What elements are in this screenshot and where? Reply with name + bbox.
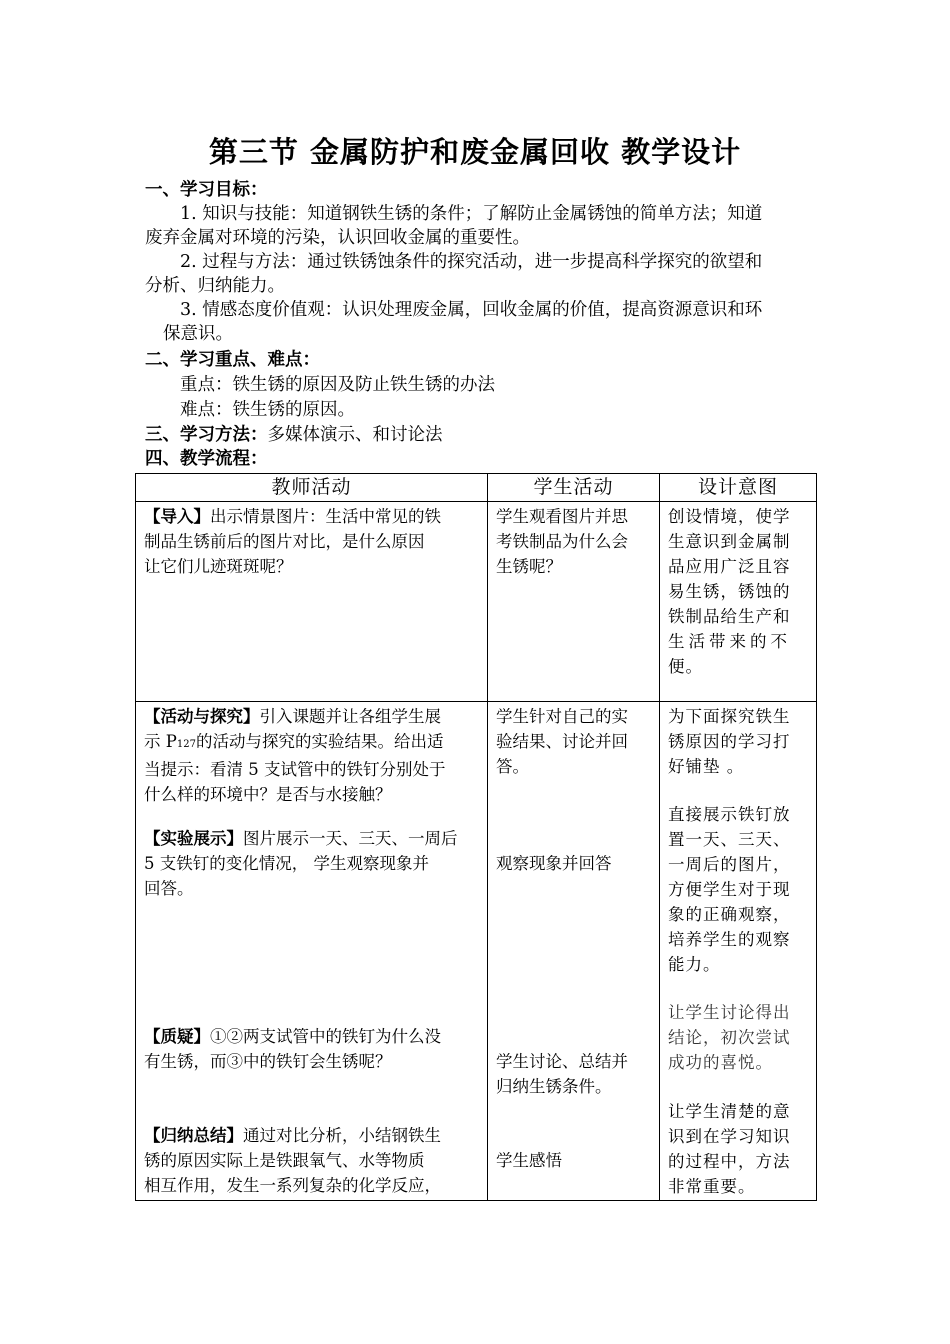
row1-intent-line: 生意识到金属制 bbox=[668, 532, 791, 551]
student-block-a bbox=[496, 704, 628, 779]
summary-label: 【归纳总结】 bbox=[144, 1126, 243, 1145]
intent-block-b bbox=[668, 802, 791, 977]
explore-block bbox=[144, 704, 484, 807]
row1-student-line: 学生观看图片并思 bbox=[496, 507, 628, 526]
intent-line: 让学生清楚的意 bbox=[668, 1102, 791, 1121]
intent-line: 让学生讨论得出 bbox=[668, 1003, 791, 1022]
row1-student-cell bbox=[488, 502, 659, 581]
doubt-label: 【质疑】 bbox=[144, 1027, 210, 1046]
table-row bbox=[136, 502, 817, 702]
intent-line: 的过程中，方法 bbox=[668, 1152, 791, 1171]
row2-student-cell bbox=[488, 702, 659, 1200]
intent-line: 锈原因的学习打 bbox=[668, 732, 791, 751]
explore-line: 引入课题并让各组学生展 bbox=[259, 707, 441, 726]
explore-line: 什么样的环境中？是否与水接触？ bbox=[144, 785, 392, 804]
row1-intent-line: 便。 bbox=[668, 657, 703, 676]
intent-block-a bbox=[668, 704, 791, 779]
intent-line: 非常重要。 bbox=[668, 1177, 756, 1196]
method-line bbox=[145, 423, 443, 447]
intent-block-c bbox=[668, 1000, 791, 1075]
goal-1-line-a: 1. 知识与技能：知道钢铁生锈的条件；了解防止金属锈蚀的简单方法；知道 bbox=[180, 204, 763, 224]
student-line: 学生讨论、总结并 bbox=[496, 1052, 628, 1071]
row1-teacher-line: 让它们儿迹斑斑呢？ bbox=[144, 557, 293, 576]
intent-line: 能力。 bbox=[668, 955, 721, 974]
method-text: 多媒体演示、和讨论法 bbox=[267, 425, 443, 445]
row1-intent-line: 铁制品给生产和 bbox=[668, 607, 791, 626]
intent-line: 直接展示铁钉放 bbox=[668, 805, 791, 824]
page-subscript: 127 bbox=[176, 739, 196, 750]
summary-line: 通过对比分析，小结钢铁生 bbox=[243, 1126, 441, 1145]
doubt-line: 有生锈，而③中的铁钉会生锈呢？ bbox=[144, 1052, 392, 1071]
row1-student-line: 生锈呢？ bbox=[496, 557, 562, 576]
explore-text: 示 P bbox=[144, 732, 177, 751]
student-line: 验结果、讨论并回 bbox=[496, 732, 628, 751]
header-teacher: 教师活动 bbox=[136, 474, 488, 502]
student-line: 学生针对自己的实 bbox=[496, 707, 628, 726]
intent-line: 识到在学习知识 bbox=[668, 1127, 791, 1146]
row2-teacher-cell bbox=[136, 702, 487, 1200]
intent-line: 方便学生对于现 bbox=[668, 880, 791, 899]
doubt-line: ①②两支试管中的铁钉为什么没 bbox=[210, 1027, 441, 1046]
explore-text: 的活动与探究的实验结果。给出适 bbox=[195, 732, 444, 751]
focus-text: 重点：铁生锈的原因及防止铁生锈的办法 bbox=[180, 375, 495, 395]
teaching-flow-table bbox=[135, 473, 817, 1201]
row1-intent-line: 易生锈，锈蚀的 bbox=[668, 582, 791, 601]
focus-heading: 二、学习重点、难点： bbox=[145, 350, 320, 370]
header-intent: 设计意图 bbox=[660, 474, 817, 502]
student-block-c bbox=[496, 1049, 628, 1099]
method-heading: 三、学习方法： bbox=[145, 425, 268, 445]
student-block-d bbox=[496, 1148, 562, 1173]
goal-3-line-a: 3. 情感态度价值观：认识处理废金属，回收金属的价值，提高资源意识和环 bbox=[180, 300, 763, 320]
intent-line: 结论，初次尝试 bbox=[668, 1028, 791, 1047]
row1-student-line: 考铁制品为什么会 bbox=[496, 532, 628, 551]
difficulty-text: 难点：铁生锈的原因。 bbox=[180, 400, 355, 420]
summary-line: 锈的原因实际上是铁跟氧气、水等物质 bbox=[144, 1151, 425, 1170]
goal-2-line-b: 分析、归纳能力。 bbox=[145, 276, 285, 296]
explore-label: 【活动与探究】 bbox=[144, 707, 260, 726]
student-line: 观察现象并回答 bbox=[496, 854, 612, 873]
intent-line: 培养学生的观察 bbox=[668, 930, 791, 949]
goal-1-line-b: 废弃金属对环境的污染，认识回收金属的重要性。 bbox=[145, 228, 530, 248]
row1-intent-cell bbox=[660, 502, 816, 681]
table-header-row bbox=[136, 474, 817, 502]
student-block-b bbox=[496, 851, 612, 876]
header-student: 学生活动 bbox=[488, 474, 660, 502]
student-line: 答。 bbox=[496, 757, 529, 776]
intent-line: 为下面探究铁生 bbox=[668, 707, 791, 726]
intent-line: 象的正确观察， bbox=[668, 905, 791, 924]
show-line: 5 支铁钉的变化情况， 学生观察现象并 bbox=[144, 854, 429, 873]
row1-teacher-line: 制品生锈前后的图片对比，是什么原因 bbox=[144, 532, 425, 551]
show-block bbox=[144, 826, 484, 901]
flow-heading: 四、教学流程： bbox=[145, 449, 268, 469]
intent-line: 成功的喜悦。 bbox=[668, 1053, 773, 1072]
student-line: 学生感悟 bbox=[496, 1151, 562, 1170]
summary-line: 相互作用，发生一系列复杂的化学反应， bbox=[144, 1176, 441, 1195]
explore-line: 当提示：看清 5 支试管中的铁钉分别处于 bbox=[144, 760, 446, 779]
row1-teacher-line: 出示情景图片：生活中常见的铁 bbox=[210, 507, 441, 526]
intent-line: 一周后的图片， bbox=[668, 855, 791, 874]
goals-heading: 一、学习目标： bbox=[145, 180, 268, 200]
show-line: 回答。 bbox=[144, 879, 194, 898]
goal-3-line-b: 保意识。 bbox=[163, 324, 233, 344]
student-line: 归纳生锈条件。 bbox=[496, 1077, 612, 1096]
intent-line: 好铺垫 。 bbox=[668, 757, 745, 776]
row1-intent-line: 品应用广泛且容 bbox=[668, 557, 791, 576]
intro-label: 【导入】 bbox=[144, 507, 210, 526]
goal-2-line-a: 2. 过程与方法：通过铁锈蚀条件的探究活动，进一步提高科学探究的欲望和 bbox=[180, 252, 763, 272]
show-line: 图片展示一天、三天、一周后 bbox=[243, 829, 458, 848]
document-title: 第三节 金属防护和废金属回收 教学设计 bbox=[208, 135, 742, 169]
row2-intent-cell bbox=[660, 702, 816, 1200]
row1-intent-line: 创设情境，使学 bbox=[668, 507, 791, 526]
row1-intent-line: 生活带来的不 bbox=[668, 632, 791, 651]
intent-line: 置一天、三天、 bbox=[668, 830, 791, 849]
intent-block-d bbox=[668, 1099, 791, 1199]
show-label: 【实验展示】 bbox=[144, 829, 243, 848]
row1-teacher-cell bbox=[136, 502, 487, 581]
doubt-block bbox=[144, 1024, 484, 1074]
table-row bbox=[136, 702, 817, 1201]
summary-block bbox=[144, 1123, 484, 1198]
